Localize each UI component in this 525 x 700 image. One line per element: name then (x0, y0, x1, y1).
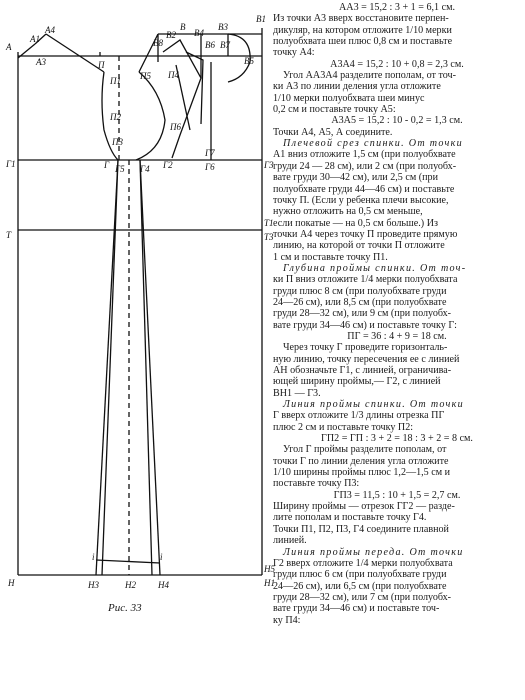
text-line: лите пополам и поставьте точку Г4. (273, 512, 427, 524)
text-line: полуобхвата шеи плюс 0,8 см и поставьте (273, 36, 453, 48)
text-line: вате груди 34—46 см) и поставьте точ- (273, 603, 440, 615)
text-line: ВН1 — Г3. (273, 387, 321, 399)
text-line: ную линию, точку пересечения ее с линией (273, 353, 460, 365)
text-line: нужно отложить на 0,5 см меньше, (273, 206, 423, 218)
text-line: Линия проймы переда. От точки (283, 546, 464, 558)
text-line: 1 см и поставьте точку П1. (273, 251, 388, 263)
label-P5: П5 (140, 71, 151, 81)
figure-caption: Рис. 33 (108, 602, 142, 614)
label-G: Г (104, 160, 110, 170)
text-line: груди плюс 8 см (при полуобхвате груди (273, 285, 447, 297)
text-line: 1/10 мерки полуобхвата шеи минус (273, 92, 425, 104)
label-G3: Г3 (264, 160, 274, 170)
text-line: дикуляр, на котором отложите 1/10 мерки (273, 24, 452, 36)
label-B7: B7 (220, 40, 230, 50)
text-line: Точки П1, П2, П3, Г4 соедините плавной (273, 523, 449, 535)
text-line: Угол АА3А4 разделите пополам, от точ- (283, 70, 456, 82)
text-line: Г2 вверх отложите 1/4 мерки полуобхвата (273, 557, 453, 569)
text-line: А1 вниз отложите 1,5 см (при полуобхвате (273, 149, 456, 161)
text-line: точки Г по линии деления угла отложите (273, 455, 449, 467)
text-line: Глубина проймы спинки. От точ- (283, 262, 467, 274)
text-line: ку П4: (273, 614, 301, 626)
label-P2: П2 (110, 112, 121, 122)
label-G2: Г2 (163, 160, 173, 170)
text-line: АА3 = 15,2 : 3 + 1 = 6,1 см. (339, 2, 455, 13)
text-line: Г вверх отложите 1/3 длины отрезка ПГ (273, 410, 445, 422)
label-P3: П3 (112, 137, 123, 147)
text-line: линию, на которой от точки П отложите (273, 240, 445, 252)
label-B8: B8 (153, 38, 163, 48)
label-A: A (6, 42, 12, 52)
label-G4: Г4 (140, 164, 150, 174)
text-line: 0,2 см и поставьте точку А5: (273, 104, 396, 116)
text-line: если покатые — на 0,5 см больше.) Из (273, 217, 438, 229)
label-G7: Г7 (205, 148, 215, 158)
label-T1: Т1 (264, 218, 274, 228)
text-line: ющей ширину проймы,— Г2, с линией (273, 376, 441, 388)
label-P6: П6 (170, 122, 181, 132)
label-A1: A1 (30, 34, 40, 44)
instructions-text (273, 2, 521, 626)
text-line: Точки А4, А5, А соедините. (273, 126, 393, 138)
label-P4: П4 (168, 70, 179, 80)
text-line: груди 28—32 см), или 9 см (при полуобх- (273, 308, 452, 320)
label-i-left: i (92, 552, 95, 562)
label-H5: Н5 (264, 564, 275, 574)
label-G5: Г5 (115, 164, 125, 174)
text-line: вате груди 30—42 см), или 2,5 см (при (273, 172, 438, 184)
label-A3: A3 (36, 57, 46, 67)
text-line: Плечевой срез спинки. От точки (283, 138, 463, 150)
label-B4: B4 (194, 28, 204, 38)
text-line: ГП2 = ГП : 3 + 2 = 18 : 3 + 2 = 8 см. (321, 433, 473, 445)
label-G1: Г1 (6, 159, 16, 169)
label-H3: Н3 (88, 580, 99, 590)
text-line: груди плюс 6 см (при полуобхвате груди (273, 569, 447, 581)
label-G6: Г6 (205, 162, 215, 172)
text-line: ки А3 по линии деления угла отложите (273, 81, 441, 93)
text-line: полуобхвате груди 44—46 см) и поставьте (273, 183, 455, 195)
text-line: вате груди 34—46 см) и поставьте точку Г: (273, 319, 457, 331)
text-line: АН обозначьте Г1, с линией, ограничива- (273, 365, 452, 376)
text-line: ГП3 = 11,5 : 10 + 1,5 = 2,7 см. (333, 489, 461, 501)
label-H2: Н2 (125, 580, 136, 590)
text-line: 1/10 ширины проймы плюс 1,2—1,5 см и (273, 467, 451, 479)
label-P1: П1 (110, 76, 121, 86)
text-line: точку П. (Если у ребенка плечи высокие, (273, 194, 449, 206)
text-line: точку А4: (273, 47, 315, 59)
text-line: А3А5 = 15,2 : 10 - 0,2 = 1,3 см. (331, 115, 463, 127)
text-line: Из точки А3 вверх восстановите перпен- (273, 13, 449, 25)
text-line: груди 24 — 28 см), или 2 см (при полуобх- (273, 160, 457, 172)
text-line: точки А4 через точку П проведите прямую (273, 228, 458, 240)
text-line: линией. (273, 535, 307, 547)
label-Pi: П (98, 60, 105, 70)
text-line: Угол Г проймы разделите пополам, от (283, 444, 447, 456)
label-B5: B5 (244, 56, 254, 66)
text-line: поставьте точку П3: (273, 478, 360, 490)
text-line: 24—26 см), или 6,5 см (при полуобхвате (273, 580, 447, 592)
text-line: Ширину проймы — отрезок ГГ2 — разде- (273, 501, 455, 513)
label-B3: B3 (218, 22, 228, 32)
label-B: B (180, 22, 186, 32)
label-H: Н (8, 578, 15, 588)
text-line: плюс 2 см и поставьте точку П2: (273, 421, 414, 433)
label-B6: B6 (205, 40, 215, 50)
label-i-right: i (160, 552, 163, 562)
label-T: Т (6, 230, 12, 240)
label-T3: Т3 (264, 232, 274, 242)
text-line: 24—26 см), или 8,5 см (при полуобхвате (273, 296, 447, 308)
label-H4: Н4 (158, 580, 169, 590)
text-line: ки П вниз отложите 1/4 мерки полуобхвата (273, 274, 458, 286)
text-line: А3А4 = 15,2 : 10 + 0,8 = 2,3 см. (330, 58, 464, 70)
text-line: Линия проймы спинки. От точки (283, 399, 464, 411)
text-line: ПГ = 36 : 4 + 9 = 18 см. (347, 330, 447, 342)
label-B2: B2 (166, 30, 176, 40)
label-H1: Н1 (264, 578, 275, 588)
text-line: груди 28—32 см), или 7 см (при полуобх- (273, 591, 452, 603)
label-A4: A4 (45, 25, 55, 35)
text-line: Через точку Г проведите горизонталь- (283, 342, 448, 354)
label-B1: B1 (256, 14, 266, 24)
